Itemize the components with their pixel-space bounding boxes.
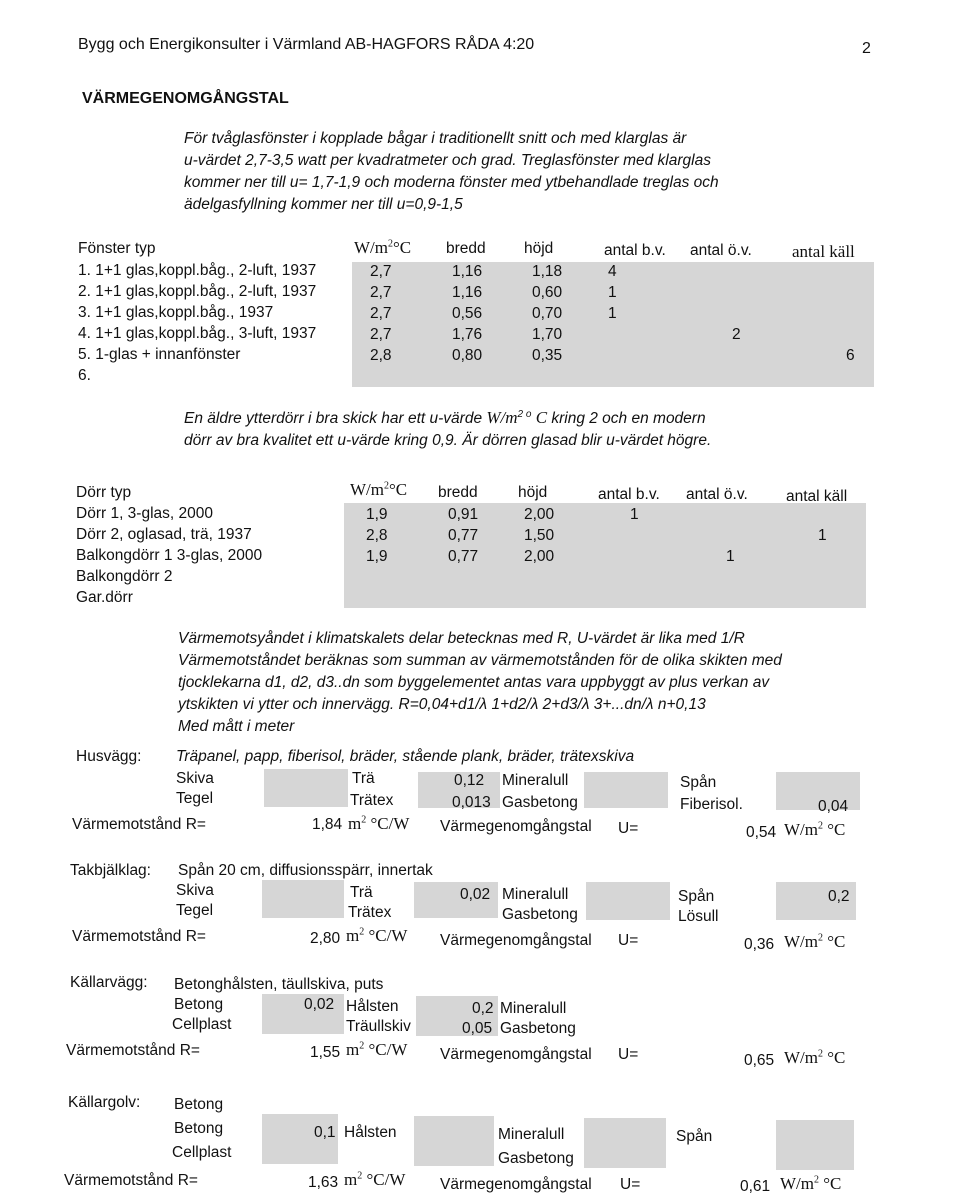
row-antal-kall: 6 [846, 347, 855, 364]
layer-label: Spån [678, 888, 715, 905]
page-number: 2 [862, 40, 871, 57]
layer-label: Tegel [176, 790, 214, 807]
row-type: Balkongdörr 1 3-glas, 2000 [76, 547, 263, 564]
row-u-value: 2,8 [366, 527, 388, 544]
layer-label: Cellplast [172, 1016, 232, 1033]
row-antal-ov: 1 [726, 548, 735, 565]
layer-label: Trä [352, 770, 375, 787]
uvalue-unit: $W/m^2$ °C [784, 820, 846, 839]
row-u-value: 2,7 [370, 263, 392, 280]
row-bredd: 0,77 [448, 527, 479, 544]
row-antal-kall: 1 [818, 527, 827, 544]
resistance-note-line: Med mått i meter [178, 718, 295, 735]
section-desc-kallarvagg: Betonghålsten, täullskiva, puts [174, 976, 384, 993]
layer-label: Skiva [176, 882, 214, 899]
layer-label: Gasbetong [502, 906, 578, 923]
door-note-line: dörr av bra kvalitet ett u-värde kring 0,9. Är dörren glasad blir u-värdet högre. [184, 432, 712, 449]
uvalue: 0,61 [740, 1178, 771, 1195]
cell-shading [776, 1120, 854, 1170]
layer-label: Gasbetong [502, 794, 578, 811]
layer-value: 0,013 [452, 794, 491, 811]
windows-header-antal-ov: antal ö.v. [690, 242, 752, 259]
rvalue-label: Värmemotstånd R= [64, 1172, 198, 1189]
layer-value: 0,02 [304, 996, 335, 1013]
layer-label: Betong [174, 1120, 224, 1137]
section-desc-husvagg: Träpanel, papp, fiberisol, bräder, stående plank, bräder, trätexskiva [176, 748, 635, 765]
layer-label: Hålsten [344, 1124, 397, 1141]
layer-label: Trä [350, 884, 373, 901]
layer-label: Gasbetong [500, 1020, 576, 1037]
layer-label: Gasbetong [498, 1150, 574, 1167]
uvalue: 0,65 [744, 1052, 775, 1069]
rvalue: 1,84 [312, 816, 343, 833]
layer-value: 0,1 [314, 1124, 336, 1141]
doors-table-shading [344, 503, 866, 608]
row-bredd: 1,76 [452, 326, 483, 343]
cell-shading [586, 882, 670, 920]
layer-value: 0,02 [460, 886, 491, 903]
row-type: 5. 1-glas + innanfönster [78, 346, 241, 363]
row-hojd: 2,00 [524, 548, 555, 565]
row-hojd: 1,18 [532, 263, 563, 280]
windows-header-bredd: bredd [446, 240, 486, 257]
ueq-label: U= [620, 1176, 641, 1193]
row-hojd: 2,00 [524, 506, 555, 523]
layer-label: Hålsten [346, 998, 399, 1015]
rvalue: 1,55 [310, 1044, 341, 1061]
row-antal-bv: 1 [608, 305, 617, 322]
uvalue-unit: $W/m^2$ °C [784, 932, 846, 951]
page-title: VÄRMEGENOMGÅNGSTAL [82, 90, 289, 107]
intro-line: ädelgasfyllning kommer ner till u=0,9-1,5 [184, 196, 463, 213]
row-u-value: 2,7 [370, 284, 392, 301]
layer-label: Mineralull [502, 886, 569, 903]
cell-shading [584, 1118, 666, 1168]
layer-label: Spån [680, 774, 717, 791]
row-hojd: 0,70 [532, 305, 563, 322]
row-type: Dörr 2, oglasad, trä, 1937 [76, 526, 252, 543]
row-type: 6. [78, 367, 91, 384]
rvalue-unit: $m^2$ °C/W [344, 1170, 406, 1189]
intro-line: kommer ner till u= 1,7-1,9 och moderna fönster med ytbehandlade treglas och [184, 174, 719, 191]
section-name-husvagg: Husvägg: [76, 748, 142, 765]
windows-header-type: Fönster typ [78, 240, 156, 257]
row-hojd: 1,70 [532, 326, 563, 343]
doors-header-u: $W/m^2^\circ C$ [350, 480, 408, 499]
rvalue-label: Värmemotstånd R= [66, 1042, 200, 1059]
rvalue-label: Värmemotstånd R= [72, 816, 206, 833]
cell-shading [414, 1116, 494, 1166]
layer-label: Fiberisol. [680, 796, 743, 813]
row-hojd: 1,50 [524, 527, 555, 544]
doors-header-bredd: bredd [438, 484, 478, 501]
rvalue-unit: $m^2$ °C/W [346, 926, 408, 945]
row-bredd: 0,80 [452, 347, 483, 364]
rvalue: 2,80 [310, 930, 341, 947]
intro-line: u-värdet 2,7-3,5 watt per kvadratmeter och grad. Treglasfönster med klarglas [184, 152, 711, 169]
row-bredd: 1,16 [452, 284, 483, 301]
cell-shading [264, 769, 348, 807]
doors-header-antal-bv: antal b.v. [598, 486, 660, 503]
layer-label: Cellplast [172, 1144, 232, 1161]
row-u-value: 1,9 [366, 506, 388, 523]
section-name-takbjalklag: Takbjälklag: [70, 862, 151, 879]
row-antal-bv: 4 [608, 263, 617, 280]
row-hojd: 0,60 [532, 284, 563, 301]
windows-header-antal-kall: antal käll [792, 242, 855, 261]
row-antal-bv: 1 [630, 506, 639, 523]
row-bredd: 0,56 [452, 305, 483, 322]
row-hojd: 0,35 [532, 347, 563, 364]
row-u-value: 2,7 [370, 326, 392, 343]
layer-label: Tegel [176, 902, 214, 919]
ueq-label: U= [618, 932, 639, 949]
section-desc-kallargolv: Betong [174, 1096, 224, 1113]
windows-header-u: $W/m^2^\circ C$ [354, 238, 412, 257]
rvalue: 1,63 [308, 1174, 339, 1191]
layer-label: Trätex [348, 904, 392, 921]
row-bredd: 0,77 [448, 548, 479, 565]
row-antal-ov: 2 [732, 326, 741, 343]
layer-label: Mineralull [498, 1126, 565, 1143]
rvalue-unit: $m^2$ °C/W [346, 1040, 408, 1059]
ueq-label: U= [618, 820, 639, 837]
uvalue-label: Värmegenomgångstal [440, 932, 592, 949]
layer-label: Mineralull [502, 772, 569, 789]
layer-label: Lösull [678, 908, 719, 925]
layer-value: 0,04 [818, 798, 849, 815]
doors-header-type: Dörr typ [76, 484, 132, 501]
rvalue-unit: $m^2$ °C/W [348, 814, 410, 833]
row-type: Balkongdörr 2 [76, 568, 173, 585]
cell-shading [262, 880, 344, 918]
section-name-kallargolv: Källargolv: [68, 1094, 141, 1111]
windows-header-hojd: höjd [524, 240, 554, 257]
layer-label: Betong [174, 996, 224, 1013]
document-header-title: Bygg och Energikonsulter i Värmland AB-HAGFORS RÅDA 4:20 [78, 36, 535, 53]
row-u-value: 1,9 [366, 548, 388, 565]
resistance-note-line: Värmemotståndet beräknas som summan av värmemotstånden för de olika skikten med [178, 652, 782, 669]
row-u-value: 2,7 [370, 305, 392, 322]
layer-label: Skiva [176, 770, 214, 787]
row-type: Dörr 1, 3-glas, 2000 [76, 505, 213, 522]
row-bredd: 0,91 [448, 506, 479, 523]
section-name-kallarvagg: Källarvägg: [70, 974, 148, 991]
row-antal-bv: 1 [608, 284, 617, 301]
uvalue-unit: $W/m^2$ °C [784, 1048, 846, 1067]
layer-value: 0,05 [462, 1020, 493, 1037]
uvalue: 0,36 [744, 936, 775, 953]
layer-value: 0,12 [454, 772, 485, 789]
ueq-label: U= [618, 1046, 639, 1063]
layer-label: Spån [676, 1128, 713, 1145]
row-bredd: 1,16 [452, 263, 483, 280]
resistance-note-line: ytskikten vi ytter och innervägg. R=0,04+d1/λ 1+d2/λ 2+d3/λ 3+...dn/λ n+0,13 [178, 696, 706, 713]
resistance-note-line: Värmemotsyåndet i klimatskalets delar betecknas med R, U-värdet är lika med 1/R [178, 630, 745, 647]
doors-header-hojd: höjd [518, 484, 548, 501]
uvalue: 0,54 [746, 824, 777, 841]
windows-header-antal-bv: antal b.v. [604, 242, 666, 259]
rvalue-label: Värmemotstånd R= [72, 928, 206, 945]
section-desc-takbjalklag: Spån 20 cm, diffusionsspärr, innertak [178, 862, 433, 879]
uvalue-label: Värmegenomgångstal [440, 818, 592, 835]
doors-header-antal-ov: antal ö.v. [686, 486, 748, 503]
layer-label: Träullskiv [346, 1018, 411, 1035]
cell-shading [584, 772, 668, 808]
uvalue-unit: $W/m^2$ °C [780, 1174, 842, 1193]
layer-value: 0,2 [472, 1000, 494, 1017]
uvalue-label: Värmegenomgångstal [440, 1176, 592, 1193]
layer-label: Mineralull [500, 1000, 567, 1017]
row-u-value: 2,8 [370, 347, 392, 364]
row-type: 1. 1+1 glas,koppl.båg., 2-luft, 1937 [78, 262, 317, 279]
layer-label: Trätex [350, 792, 394, 809]
row-type: Gar.dörr [76, 589, 133, 606]
uvalue-label: Värmegenomgångstal [440, 1046, 592, 1063]
intro-line: För tvåglasfönster i kopplade bågar i traditionellt snitt och med klarglas är [184, 130, 687, 147]
row-type: 2. 1+1 glas,koppl.båg., 2-luft, 1937 [78, 283, 317, 300]
row-type: 4. 1+1 glas,koppl.båg., 3-luft, 1937 [78, 325, 317, 342]
resistance-note-line: tjocklekarna d1, d2, d3..dn som byggelementet antas vara uppbyggt av plus verkan av [178, 674, 770, 691]
row-type: 3. 1+1 glas,koppl.båg., 1937 [78, 304, 274, 321]
door-note-line: En äldre ytterdörr i bra skick har ett u-värde $W/m^{2 o}$ C kring 2 och en modern [184, 408, 706, 427]
doors-header-antal-kall: antal käll [786, 488, 848, 505]
layer-value: 0,2 [828, 888, 850, 905]
